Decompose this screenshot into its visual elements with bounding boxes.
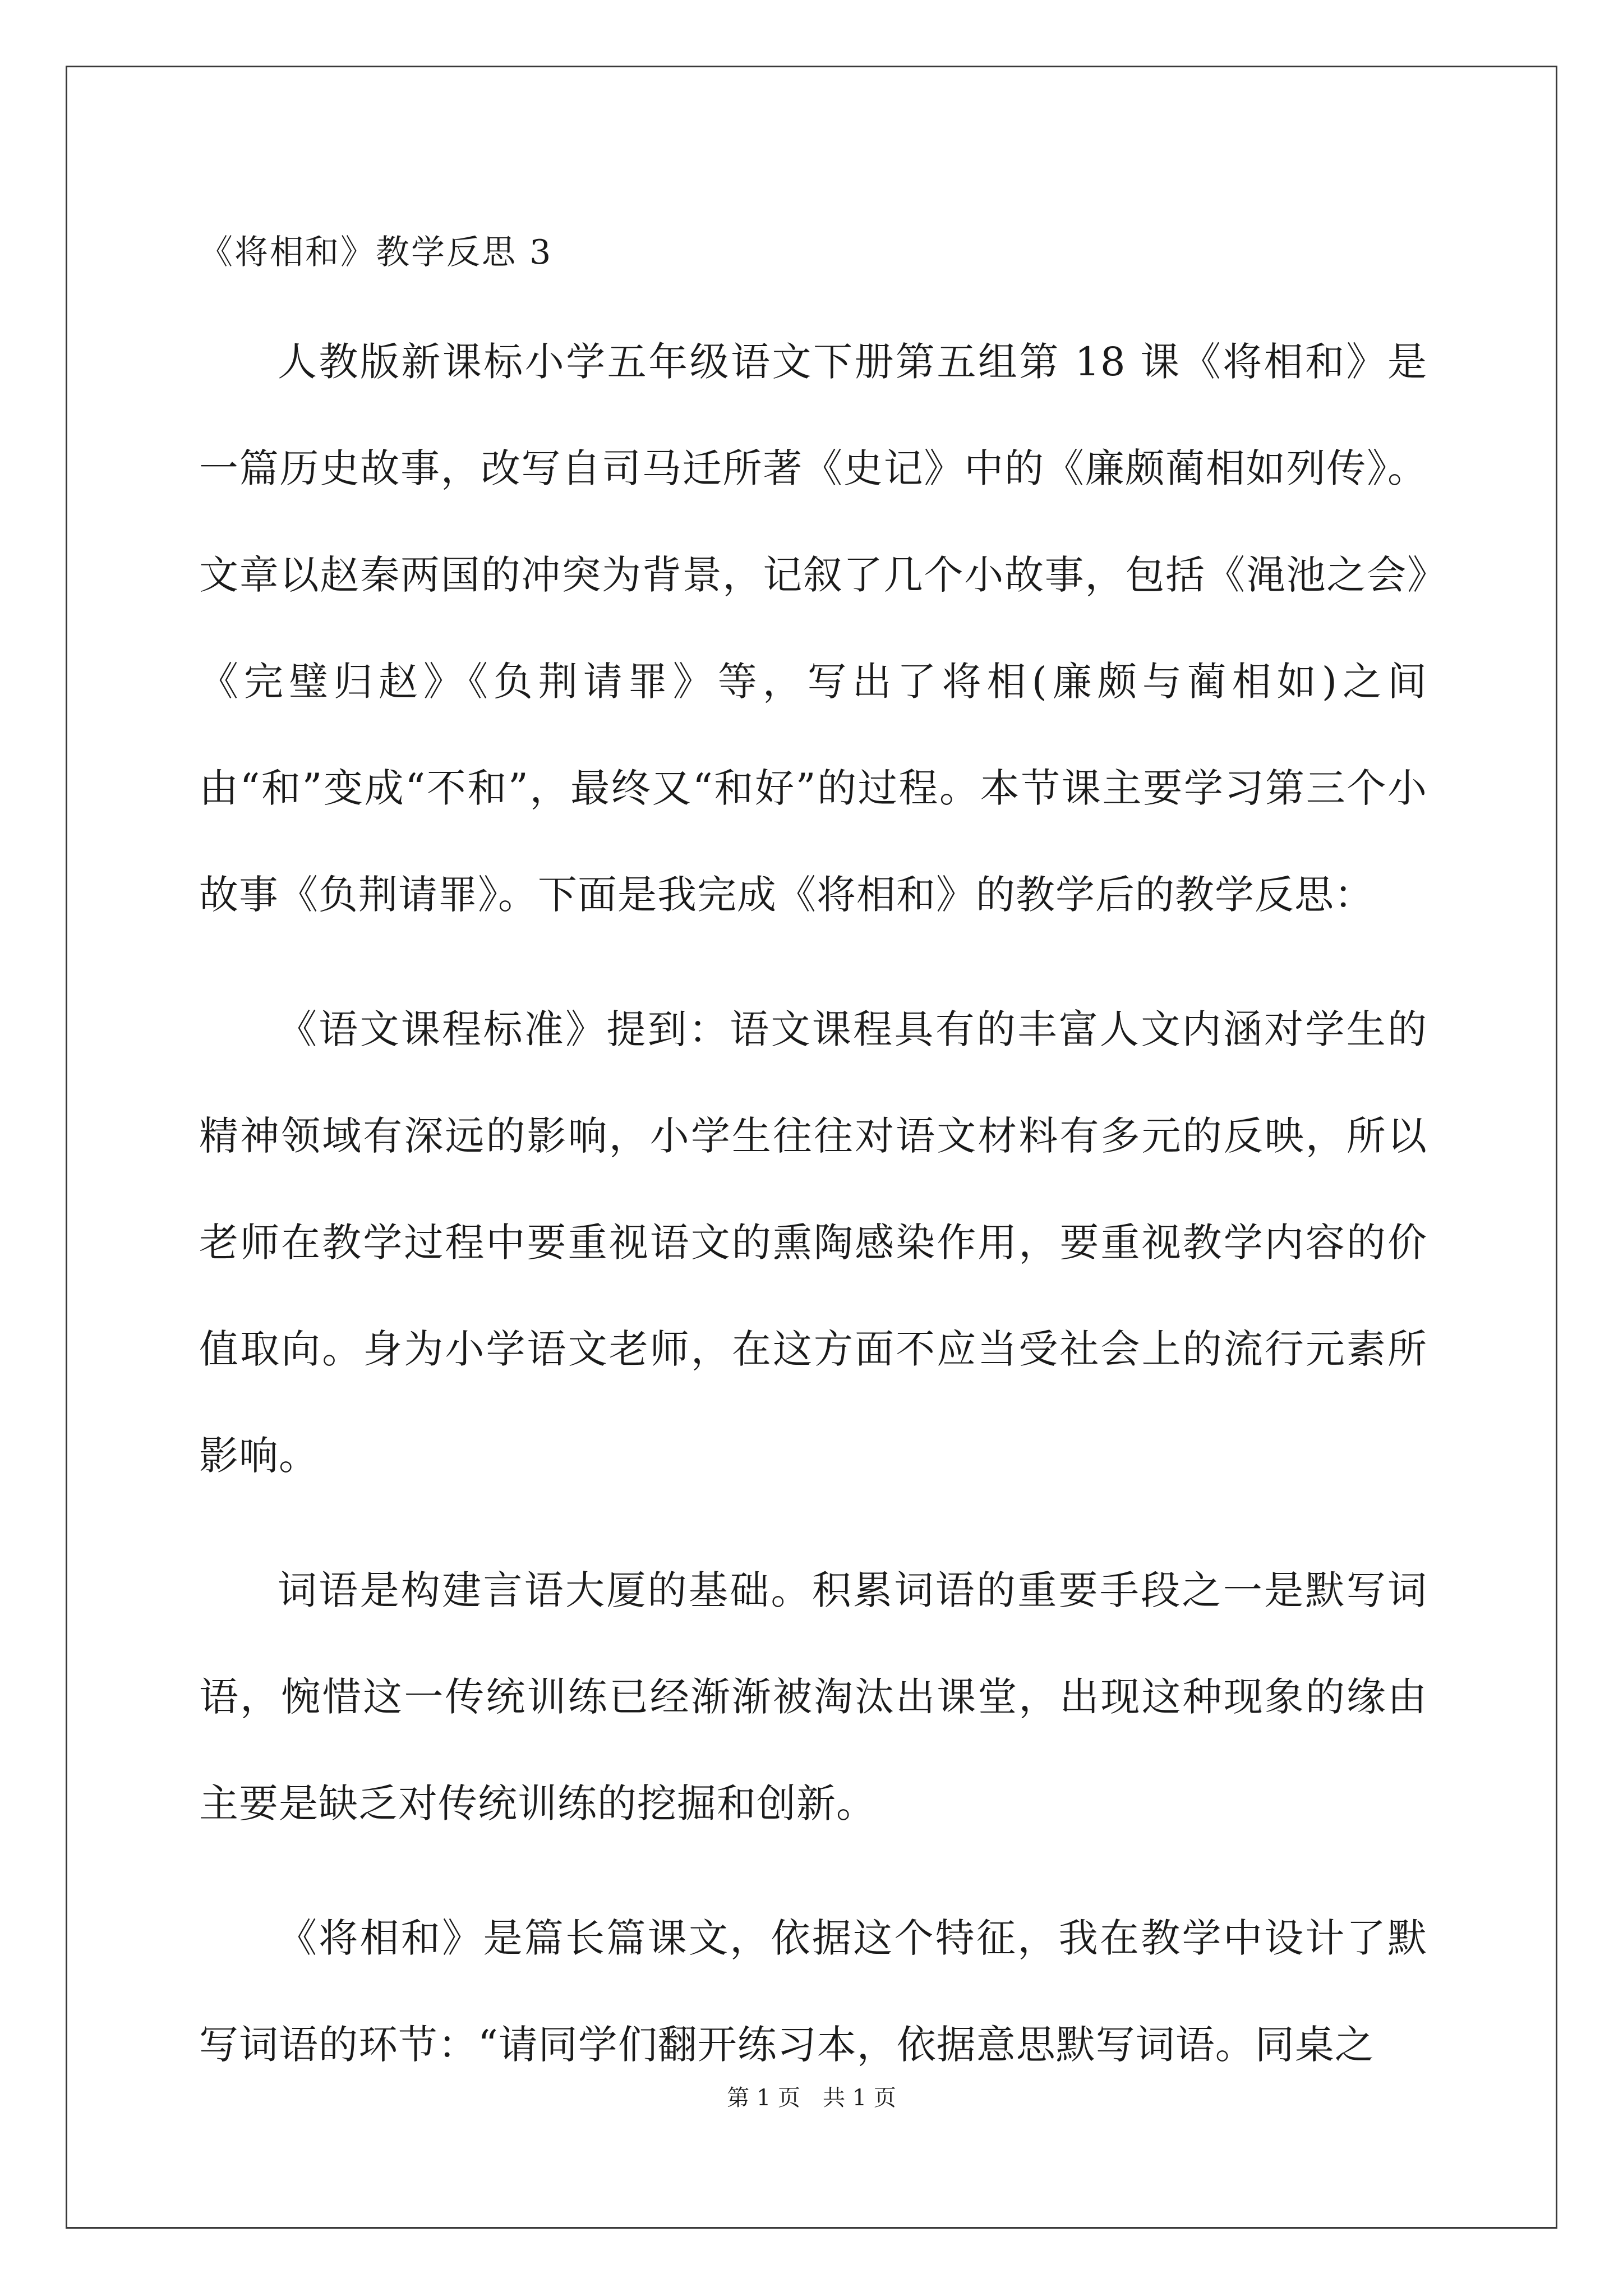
paragraph: 《语文课程标准》提到：语文课程具有的丰富人文内涵对学生的精神领域有深远的影响，小学生往往对语文材料有多元的反映，所以老师在教学过程中要重视语文的熏陶感染作用，要重视教学内容的价值取向。身为小学语文老师，在这方面不应当受社会上的流行元素所影响。	[199, 1006, 1427, 1479]
page-number: 第 1 页	[727, 2085, 800, 2111]
document-body	[199, 219, 1427, 2098]
paragraph: 词语是构建言语大厦的基础。积累词语的重要手段之一是默写词语，惋惜这一传统训练已经渐渐被淘汰出课堂，出现这种现象的缘由主要是缺乏对传统训练的挖掘和创新。	[199, 1567, 1427, 1826]
paragraph: 《将相和》是篇长篇课文，依据这个特征，我在教学中设计了默写词语的环节：“请同学们翻开练习本，依据意思默写词语。同桌之	[199, 1915, 1427, 2068]
paragraph: 人教版新课标小学五年级语文下册第五组第 18 课《将相和》是一篇历史故事，改写自司马迁所著《史记》中的《廉颇蔺相如列传》。文章以赵秦两国的冲突为背景，记叙了几个小故事，包括《渑池之会》《完璧归赵》《负荆请罪》等，写出了将相(廉颇与蔺相如)之间由“和”变成“不和”，最终又“和好”的过程。本节课主要学习第三个小故事《负荆请罪》。下面是我完成《将相和》的教学后的教学反思：	[199, 339, 1427, 918]
page-footer	[0, 2081, 1623, 2115]
document-title: 《将相和》教学反思 3	[199, 233, 553, 272]
page-total: 共 1 页	[823, 2085, 896, 2111]
